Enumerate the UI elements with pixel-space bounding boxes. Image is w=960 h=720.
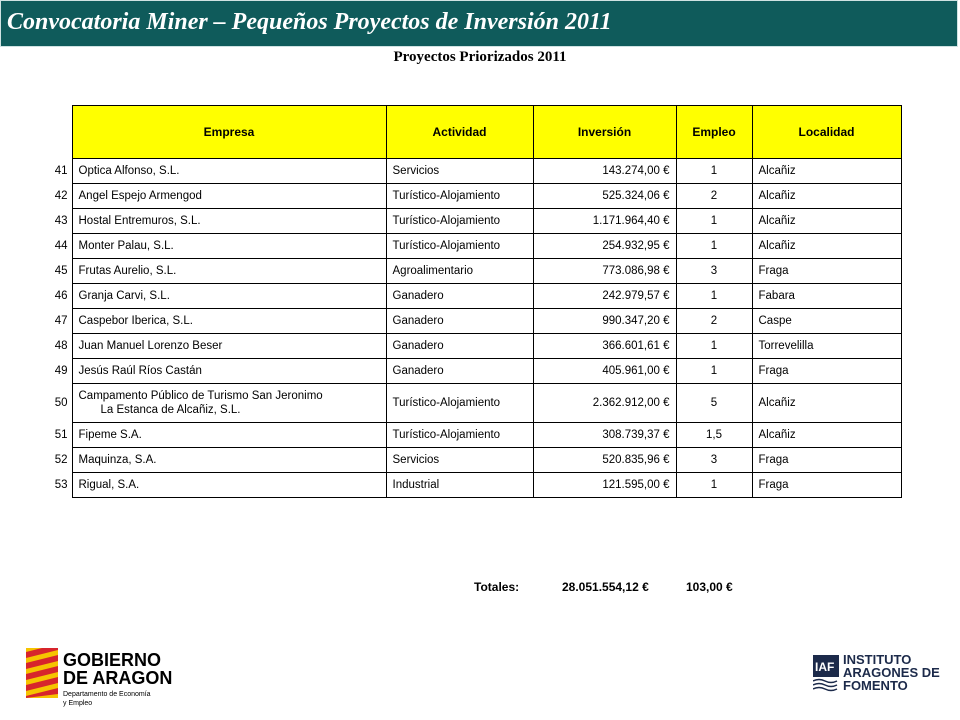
logo-right-line1: INSTITUTO — [843, 652, 912, 667]
cell-actividad: Ganadero — [386, 334, 533, 359]
iaf-logo — [813, 650, 960, 695]
cell-localidad: Alcañiz — [752, 184, 901, 209]
cell-empleo: 2 — [676, 184, 752, 209]
cell-actividad: Turístico-Alojamiento — [386, 423, 533, 448]
cell-empleo: 1 — [676, 159, 752, 184]
row-number: 44 — [30, 234, 72, 259]
cell-actividad: Servicios — [386, 448, 533, 473]
table-row — [30, 259, 901, 284]
table-row — [30, 209, 901, 234]
column-header-actividad: Actividad — [386, 106, 533, 159]
cell-localidad: Fraga — [752, 473, 901, 498]
cell-empresa-line: Jesús Raúl Ríos Castán — [78, 365, 202, 377]
table-row — [30, 234, 901, 259]
cell-localidad: Torrevelilla — [752, 334, 901, 359]
row-number: 45 — [30, 259, 72, 284]
cell-empresa — [72, 384, 386, 423]
cell-empresa — [72, 284, 386, 309]
table-header-row — [30, 106, 901, 159]
cell-empresa — [72, 448, 386, 473]
wave-lines-icon — [813, 680, 837, 691]
cell-empresa — [72, 359, 386, 384]
cell-inversion: 242.979,57 € — [533, 284, 676, 309]
table-body — [30, 159, 901, 498]
cell-empleo: 3 — [676, 259, 752, 284]
cell-empresa — [72, 234, 386, 259]
cell-empresa-line: Fipeme S.A. — [78, 429, 142, 441]
column-header-localidad: Localidad — [752, 106, 901, 159]
cell-actividad: Turístico-Alojamiento — [386, 384, 533, 423]
cell-empresa — [72, 259, 386, 284]
table-row — [30, 473, 901, 498]
cell-empleo: 5 — [676, 384, 752, 423]
cell-localidad: Caspe — [752, 309, 901, 334]
table-row — [30, 334, 901, 359]
aragon-flag-icon — [26, 648, 58, 698]
cell-actividad: Industrial — [386, 473, 533, 498]
row-number: 52 — [30, 448, 72, 473]
row-number: 46 — [30, 284, 72, 309]
cell-inversion: 773.086,98 € — [533, 259, 676, 284]
cell-actividad: Servicios — [386, 159, 533, 184]
logo-left-line1: GOBIERNO — [63, 650, 162, 670]
row-number: 49 — [30, 359, 72, 384]
cell-actividad: Ganadero — [386, 309, 533, 334]
gobierno-de-aragon-logo — [26, 648, 196, 708]
cell-actividad: Turístico-Alojamiento — [386, 184, 533, 209]
cell-actividad: Ganadero — [386, 284, 533, 309]
table-row — [30, 184, 901, 209]
cell-empresa-line: Granja Carvi, S.L. — [78, 290, 170, 302]
table-row — [30, 423, 901, 448]
cell-empresa-line: Monter Palau, S.L. — [78, 240, 174, 252]
cell-localidad: Alcañiz — [752, 209, 901, 234]
cell-localidad: Fraga — [752, 359, 901, 384]
cell-empresa-line: Juan Manuel Lorenzo Beser — [78, 340, 223, 352]
cell-inversion: 520.835,96 € — [533, 448, 676, 473]
cell-empleo: 1 — [676, 209, 752, 234]
cell-inversion: 1.171.964,40 € — [533, 209, 676, 234]
cell-inversion: 990.347,20 € — [533, 309, 676, 334]
table-subtitle: Proyectos Priorizados 2011 — [393, 49, 567, 65]
row-number: 51 — [30, 423, 72, 448]
cell-actividad: Agroalimentario — [386, 259, 533, 284]
cell-inversion: 254.932,95 € — [533, 234, 676, 259]
logo-left-line3: Departamento de Economía — [63, 691, 151, 698]
totals-label: Totales: — [474, 580, 520, 594]
cell-localidad: Fraga — [752, 259, 901, 284]
row-number: 48 — [30, 334, 72, 359]
table-row — [30, 448, 901, 473]
cell-empresa-line: Angel Espejo Armengod — [78, 190, 202, 202]
totals-inversion: 28.051.554,12 € — [562, 580, 649, 594]
row-number: 50 — [30, 384, 72, 423]
cell-actividad: Ganadero — [386, 359, 533, 384]
cell-inversion: 308.739,37 € — [533, 423, 676, 448]
cell-empleo: 1,5 — [676, 423, 752, 448]
cell-empresa — [72, 334, 386, 359]
row-number: 47 — [30, 309, 72, 334]
cell-localidad: Fraga — [752, 448, 901, 473]
cell-empresa-line: Optica Alfonso, S.L. — [78, 165, 180, 177]
cell-empleo: 2 — [676, 309, 752, 334]
cell-inversion: 121.595,00 € — [533, 473, 676, 498]
cell-localidad: Alcañiz — [752, 423, 901, 448]
cell-empleo: 1 — [676, 284, 752, 309]
table-row — [30, 284, 901, 309]
page-title: Convocatoria Miner – Pequeños Proyectos de Inversión 2011 — [7, 9, 612, 35]
totals-empleo: 103,00 € — [686, 580, 733, 594]
cell-empresa-line: Caspebor Iberica, S.L. — [78, 315, 193, 327]
column-header-empresa: Empresa — [72, 106, 386, 159]
cell-inversion: 366.601,61 € — [533, 334, 676, 359]
row-number: 43 — [30, 209, 72, 234]
row-number: 41 — [30, 159, 72, 184]
row-number: 53 — [30, 473, 72, 498]
cell-empresa-line: Campamento Público de Turismo San Jeronimo — [78, 390, 323, 402]
cell-inversion: 2.362.912,00 € — [533, 384, 676, 423]
row-number: 42 — [30, 184, 72, 209]
table-row — [30, 359, 901, 384]
cell-empresa — [72, 309, 386, 334]
cell-empresa — [72, 184, 386, 209]
cell-empleo: 1 — [676, 334, 752, 359]
logo-right-line2: ARAGONES DE — [843, 665, 940, 680]
cell-empresa — [72, 159, 386, 184]
cell-empleo: 3 — [676, 448, 752, 473]
cell-localidad: Alcañiz — [752, 384, 901, 423]
logo-left-line4: y Empleo — [63, 700, 93, 707]
cell-empleo: 1 — [676, 359, 752, 384]
cell-actividad: Turístico-Alojamiento — [386, 234, 533, 259]
cell-empresa — [72, 423, 386, 448]
title-banner — [0, 0, 958, 47]
cell-empresa-line: Rigual, S.A. — [78, 479, 140, 491]
logo-right-line3: FOMENTO — [843, 678, 908, 693]
cell-inversion: 143.274,00 € — [533, 159, 676, 184]
cell-empresa-line: Hostal Entremuros, S.L. — [78, 215, 201, 227]
column-header-inversion: Inversión — [533, 106, 676, 159]
cell-empleo: 1 — [676, 234, 752, 259]
projects-table — [30, 105, 902, 498]
table-row — [30, 159, 901, 184]
cell-inversion: 405.961,00 € — [533, 359, 676, 384]
column-header-empleo: Empleo — [676, 106, 752, 159]
cell-inversion: 525.324,06 € — [533, 184, 676, 209]
cell-actividad: Turístico-Alojamiento — [386, 209, 533, 234]
cell-localidad: Alcañiz — [752, 159, 901, 184]
cell-localidad: Fabara — [752, 284, 901, 309]
cell-empresa — [72, 473, 386, 498]
cell-localidad: Alcañiz — [752, 234, 901, 259]
table-row — [30, 384, 901, 423]
logo-right-badge: IAF — [815, 660, 835, 674]
table-row — [30, 309, 901, 334]
row-number-header — [30, 106, 72, 159]
cell-empresa — [72, 209, 386, 234]
cell-empresa-line: La Estanca de Alcañiz, S.L. — [100, 404, 241, 416]
cell-empresa-line: Frutas Aurelio, S.L. — [78, 265, 177, 277]
logo-left-line2: DE ARAGON — [63, 668, 173, 688]
cell-empresa-line: Maquinza, S.A. — [78, 454, 157, 466]
cell-empleo: 1 — [676, 473, 752, 498]
